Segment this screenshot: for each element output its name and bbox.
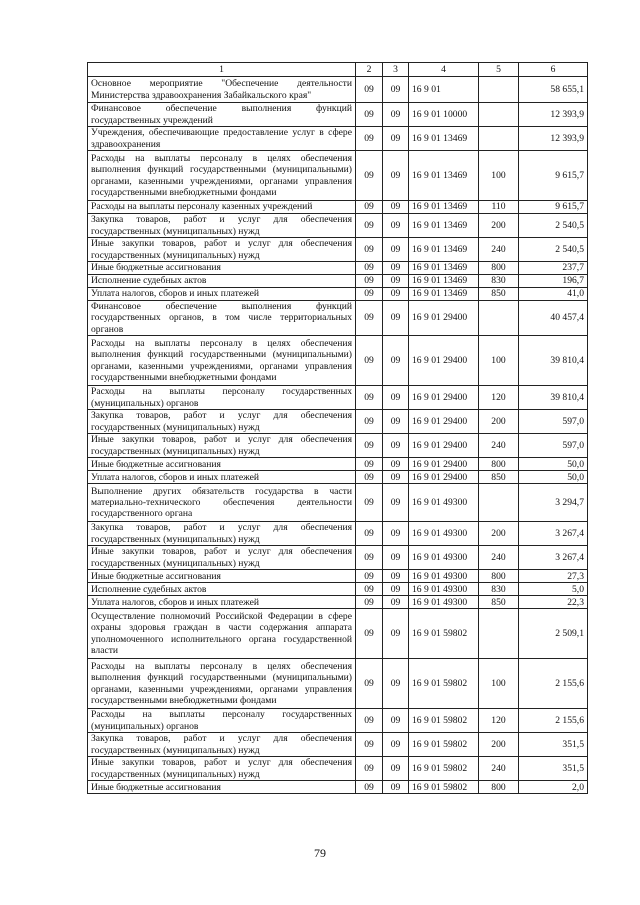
section-code: 09 — [356, 434, 383, 458]
section-code: 09 — [356, 201, 383, 214]
header-col-4: 4 — [409, 63, 479, 77]
table-row — [88, 77, 588, 103]
row-description: Расходы на выплаты персоналу в целях обеспечения выполнения функций государственными (муниципальными) органами, казенными учреждениями, органами управления государственными внебюджетными фондами — [88, 659, 356, 709]
expense-type-code: 850 — [479, 288, 519, 301]
table-row — [88, 471, 588, 484]
expense-type-code: 120 — [479, 386, 519, 410]
target-article-code: 16 9 01 59802 — [409, 709, 479, 733]
row-description: Закупка товаров, работ и услуг для обеспечения государственных (муниципальных) нужд — [88, 214, 356, 238]
subsection-code: 09 — [383, 214, 409, 238]
section-code: 09 — [356, 781, 383, 794]
row-description: Иные бюджетные ассигнования — [88, 570, 356, 583]
subsection-code: 09 — [383, 471, 409, 484]
page-number: 79 — [314, 846, 326, 860]
subsection-code: 09 — [383, 262, 409, 275]
subsection-code: 09 — [383, 238, 409, 262]
row-description: Расходы на выплаты персоналу государственных (муниципальных) органов — [88, 709, 356, 733]
target-article-code: 16 9 01 59802 — [409, 757, 479, 781]
table-row — [88, 546, 588, 570]
subsection-code: 09 — [383, 733, 409, 757]
section-code: 09 — [356, 458, 383, 471]
row-description: Расходы на выплаты персоналу в целях обеспечения выполнения функций государственными (муниципальными) органами, казенными учреждениями, органами управления государственными внебюджетными фондами — [88, 151, 356, 201]
expense-type-code: 240 — [479, 546, 519, 570]
expense-type-code: 200 — [479, 522, 519, 546]
table-row — [88, 583, 588, 596]
amount: 50,0 — [519, 458, 588, 471]
table-row — [88, 127, 588, 151]
target-article-code: 16 9 01 13469 — [409, 201, 479, 214]
amount: 2 540,5 — [519, 214, 588, 238]
subsection-code: 09 — [383, 127, 409, 151]
table-row — [88, 522, 588, 546]
target-article-code: 16 9 01 13469 — [409, 262, 479, 275]
amount: 39 810,4 — [519, 386, 588, 410]
subsection-code: 09 — [383, 103, 409, 127]
target-article-code: 16 9 01 49300 — [409, 596, 479, 609]
amount: 351,5 — [519, 757, 588, 781]
table-header — [88, 63, 588, 77]
target-article-code: 16 9 01 29400 — [409, 386, 479, 410]
expense-type-code: 100 — [479, 336, 519, 386]
amount: 597,0 — [519, 434, 588, 458]
section-code: 09 — [356, 596, 383, 609]
table-row — [88, 609, 588, 659]
section-code: 09 — [356, 77, 383, 103]
section-code: 09 — [356, 214, 383, 238]
target-article-code: 16 9 01 29400 — [409, 336, 479, 386]
target-article-code: 16 9 01 13469 — [409, 288, 479, 301]
amount: 41,0 — [519, 288, 588, 301]
row-description: Выполнение других обязательств государства в части материально-технического обеспечения деятельности государственного органа — [88, 484, 356, 522]
row-description: Расходы на выплаты персоналу государственных (муниципальных) органов — [88, 386, 356, 410]
expense-type-code: 850 — [479, 596, 519, 609]
expense-type-code: 240 — [479, 757, 519, 781]
subsection-code: 09 — [383, 301, 409, 336]
expense-type-code — [479, 609, 519, 659]
row-description: Финансовое обеспечение выполнения функций государственных учреждений — [88, 103, 356, 127]
section-code: 09 — [356, 484, 383, 522]
expense-type-code: 200 — [479, 733, 519, 757]
section-code: 09 — [356, 288, 383, 301]
target-article-code: 16 9 01 29400 — [409, 434, 479, 458]
expense-type-code — [479, 77, 519, 103]
section-code: 09 — [356, 733, 383, 757]
expense-type-code: 800 — [479, 262, 519, 275]
row-description: Учреждения, обеспечивающие предоставление услуг в сфере здравоохранения — [88, 127, 356, 151]
amount: 5,0 — [519, 583, 588, 596]
target-article-code: 16 9 01 29400 — [409, 458, 479, 471]
section-code: 09 — [356, 151, 383, 201]
subsection-code: 09 — [383, 386, 409, 410]
table-row — [88, 570, 588, 583]
target-article-code: 16 9 01 29400 — [409, 410, 479, 434]
expense-type-code: 240 — [479, 238, 519, 262]
subsection-code: 09 — [383, 659, 409, 709]
section-code: 09 — [356, 386, 383, 410]
amount: 9 615,7 — [519, 151, 588, 201]
expense-type-code: 830 — [479, 583, 519, 596]
row-description: Иные закупки товаров, работ и услуг для обеспечения государственных (муниципальных) нужд — [88, 434, 356, 458]
subsection-code: 09 — [383, 484, 409, 522]
section-code: 09 — [356, 757, 383, 781]
subsection-code: 09 — [383, 609, 409, 659]
section-code: 09 — [356, 336, 383, 386]
expense-type-code: 100 — [479, 659, 519, 709]
table-row — [88, 238, 588, 262]
target-article-code: 16 9 01 10000 — [409, 103, 479, 127]
amount: 27,3 — [519, 570, 588, 583]
section-code: 09 — [356, 238, 383, 262]
row-description: Расходы на выплаты персоналу казенных учреждений — [88, 201, 356, 214]
target-article-code: 16 9 01 59802 — [409, 609, 479, 659]
target-article-code: 16 9 01 59802 — [409, 733, 479, 757]
table-row — [88, 201, 588, 214]
subsection-code: 09 — [383, 151, 409, 201]
amount: 3 294,7 — [519, 484, 588, 522]
amount: 2 155,6 — [519, 659, 588, 709]
target-article-code: 16 9 01 49300 — [409, 522, 479, 546]
expense-type-code: 800 — [479, 458, 519, 471]
section-code: 09 — [356, 471, 383, 484]
section-code: 09 — [356, 301, 383, 336]
header-col-2: 2 — [356, 63, 383, 77]
subsection-code: 09 — [383, 781, 409, 794]
row-description: Финансовое обеспечение выполнения функций государственных органов, в том числе территориальных органов — [88, 301, 356, 336]
subsection-code: 09 — [383, 757, 409, 781]
table-row — [88, 733, 588, 757]
row-description: Осуществление полномочий Российской Федерации в сфере охраны здоровья граждан в части содержания аппарата уполномоченного исполнительного органа государственной власти — [88, 609, 356, 659]
expense-type-code: 850 — [479, 471, 519, 484]
section-code: 09 — [356, 103, 383, 127]
subsection-code: 09 — [383, 546, 409, 570]
subsection-code: 09 — [383, 336, 409, 386]
section-code: 09 — [356, 709, 383, 733]
subsection-code: 09 — [383, 522, 409, 546]
subsection-code: 09 — [383, 434, 409, 458]
amount: 237,7 — [519, 262, 588, 275]
subsection-code: 09 — [383, 570, 409, 583]
target-article-code: 16 9 01 49300 — [409, 484, 479, 522]
row-description: Исполнение судебных актов — [88, 275, 356, 288]
target-article-code: 16 9 01 49300 — [409, 546, 479, 570]
section-code: 09 — [356, 410, 383, 434]
subsection-code: 09 — [383, 458, 409, 471]
target-article-code: 16 9 01 49300 — [409, 570, 479, 583]
table-row — [88, 781, 588, 794]
amount: 50,0 — [519, 471, 588, 484]
subsection-code: 09 — [383, 596, 409, 609]
row-description: Иные бюджетные ассигнования — [88, 262, 356, 275]
budget-table — [87, 62, 588, 794]
table-row — [88, 484, 588, 522]
target-article-code: 16 9 01 13469 — [409, 214, 479, 238]
table-row — [88, 301, 588, 336]
amount: 22,3 — [519, 596, 588, 609]
table-row — [88, 288, 588, 301]
amount: 2 509,1 — [519, 609, 588, 659]
table-row — [88, 151, 588, 201]
table-row — [88, 262, 588, 275]
table-body — [88, 77, 588, 794]
row-description: Основное мероприятие "Обеспечение деятельности Министерства здравоохранения Забайкальского края" — [88, 77, 356, 103]
subsection-code: 09 — [383, 583, 409, 596]
table-row — [88, 103, 588, 127]
row-description: Уплата налогов, сборов и иных платежей — [88, 471, 356, 484]
table-row — [88, 458, 588, 471]
amount: 2 540,5 — [519, 238, 588, 262]
row-description: Иные бюджетные ассигнования — [88, 781, 356, 794]
expense-type-code: 240 — [479, 434, 519, 458]
target-article-code: 16 9 01 13469 — [409, 151, 479, 201]
amount: 2 155,6 — [519, 709, 588, 733]
table-row — [88, 434, 588, 458]
amount: 3 267,4 — [519, 546, 588, 570]
section-code: 09 — [356, 570, 383, 583]
section-code: 09 — [356, 275, 383, 288]
expense-type-code — [479, 301, 519, 336]
table-row — [88, 386, 588, 410]
amount: 58 655,1 — [519, 77, 588, 103]
subsection-code: 09 — [383, 275, 409, 288]
row-description: Закупка товаров, работ и услуг для обеспечения государственных (муниципальных) нужд — [88, 733, 356, 757]
amount: 12 393,9 — [519, 127, 588, 151]
amount: 12 393,9 — [519, 103, 588, 127]
target-article-code: 16 9 01 29400 — [409, 471, 479, 484]
row-description: Иные закупки товаров, работ и услуг для обеспечения государственных (муниципальных) нужд — [88, 546, 356, 570]
expense-type-code: 120 — [479, 709, 519, 733]
subsection-code: 09 — [383, 77, 409, 103]
table-row — [88, 709, 588, 733]
expense-type-code: 110 — [479, 201, 519, 214]
section-code: 09 — [356, 609, 383, 659]
expense-type-code: 800 — [479, 781, 519, 794]
section-code: 09 — [356, 583, 383, 596]
amount: 597,0 — [519, 410, 588, 434]
amount: 2,0 — [519, 781, 588, 794]
row-description: Закупка товаров, работ и услуг для обеспечения государственных (муниципальных) нужд — [88, 410, 356, 434]
target-article-code: 16 9 01 13469 — [409, 238, 479, 262]
table-row — [88, 410, 588, 434]
table-row — [88, 659, 588, 709]
amount: 40 457,4 — [519, 301, 588, 336]
row-description: Исполнение судебных актов — [88, 583, 356, 596]
subsection-code: 09 — [383, 709, 409, 733]
amount: 196,7 — [519, 275, 588, 288]
subsection-code: 09 — [383, 288, 409, 301]
amount: 39 810,4 — [519, 336, 588, 386]
row-description: Иные закупки товаров, работ и услуг для обеспечения государственных (муниципальных) нужд — [88, 238, 356, 262]
amount: 9 615,7 — [519, 201, 588, 214]
header-col-5: 5 — [479, 63, 519, 77]
header-col-6: 6 — [519, 63, 588, 77]
target-article-code: 16 9 01 13469 — [409, 275, 479, 288]
expense-type-code: 200 — [479, 214, 519, 238]
section-code: 09 — [356, 659, 383, 709]
expense-type-code — [479, 484, 519, 522]
target-article-code: 16 9 01 49300 — [409, 583, 479, 596]
target-article-code: 16 9 01 29400 — [409, 301, 479, 336]
section-code: 09 — [356, 546, 383, 570]
table-row — [88, 336, 588, 386]
expense-type-code: 830 — [479, 275, 519, 288]
section-code: 09 — [356, 262, 383, 275]
header-col-3: 3 — [383, 63, 409, 77]
section-code: 09 — [356, 127, 383, 151]
row-description: Закупка товаров, работ и услуг для обеспечения государственных (муниципальных) нужд — [88, 522, 356, 546]
target-article-code: 16 9 01 13469 — [409, 127, 479, 151]
header-row — [88, 63, 588, 77]
expense-type-code — [479, 103, 519, 127]
row-description: Иные бюджетные ассигнования — [88, 458, 356, 471]
table-row — [88, 757, 588, 781]
subsection-code: 09 — [383, 201, 409, 214]
expense-type-code — [479, 127, 519, 151]
row-description: Уплата налогов, сборов и иных платежей — [88, 288, 356, 301]
row-description: Уплата налогов, сборов и иных платежей — [88, 596, 356, 609]
table-row — [88, 596, 588, 609]
row-description: Расходы на выплаты персоналу в целях обеспечения выполнения функций государственными (муниципальными) органами, казенными учреждениями, органами управления государственными внебюджетными фондами — [88, 336, 356, 386]
expense-type-code: 200 — [479, 410, 519, 434]
amount: 3 267,4 — [519, 522, 588, 546]
table-row — [88, 275, 588, 288]
header-col-1: 1 — [88, 63, 356, 77]
target-article-code: 16 9 01 59802 — [409, 659, 479, 709]
amount: 351,5 — [519, 733, 588, 757]
target-article-code: 16 9 01 59802 — [409, 781, 479, 794]
target-article-code: 16 9 01 — [409, 77, 479, 103]
expense-type-code: 100 — [479, 151, 519, 201]
subsection-code: 09 — [383, 410, 409, 434]
section-code: 09 — [356, 522, 383, 546]
expense-type-code: 800 — [479, 570, 519, 583]
row-description: Иные закупки товаров, работ и услуг для обеспечения государственных (муниципальных) нужд — [88, 757, 356, 781]
table-row — [88, 214, 588, 238]
